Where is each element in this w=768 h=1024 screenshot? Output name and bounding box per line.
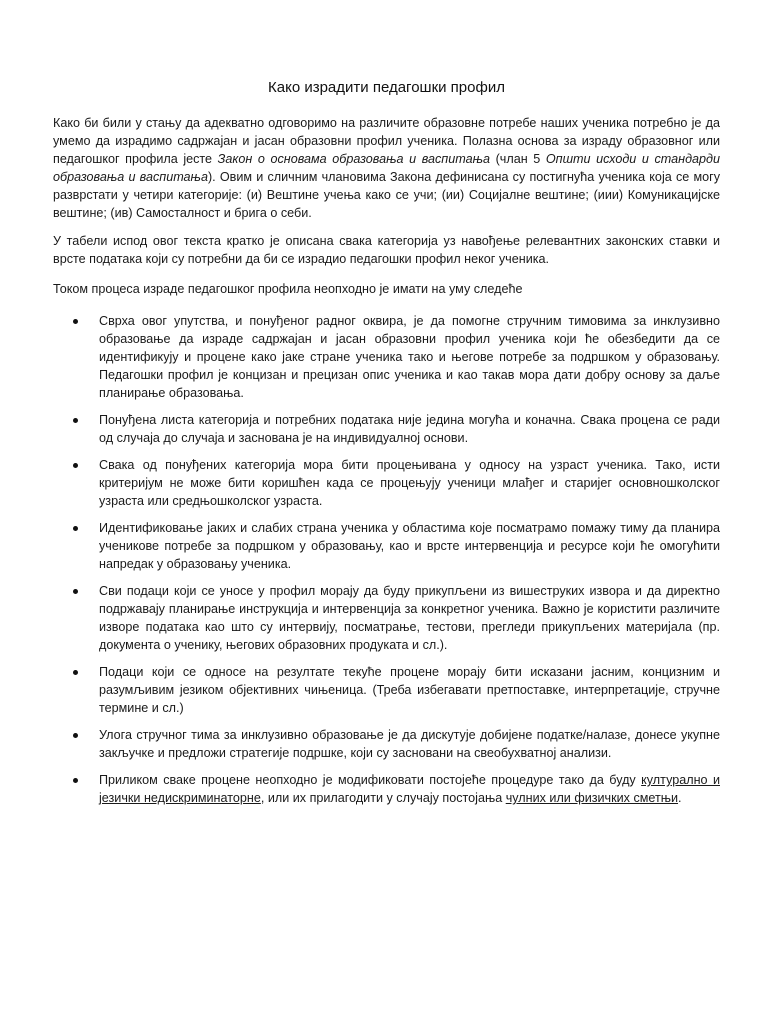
bullet-icon <box>73 526 78 531</box>
goals-title: Општи исходи и стандарди образовања и васпитања <box>53 152 720 184</box>
underlined-phrase: чулних или физичких сметњи <box>505 791 679 805</box>
table-description-paragraph: У табели испод овог текста кратко је описана свака категорија уз навођење релевантних законских ставки и врсте података који су потребни да би се израдио педагошки профил неког ученика. <box>53 234 720 266</box>
list-item <box>53 582 720 654</box>
list-item-text: Идентификовање јаких и слабих страна ученика у областима које посматрамо помажу тиму да планира ученикове потребе за подршком у образовању, као и врсте интервенција и ресурсе који ће омогућити напредак у образовању ученика. <box>99 521 720 571</box>
list-item-text: , или их прилагодити у случају постојања <box>260 791 506 805</box>
paragraph-text: (члан 5 <box>490 152 546 166</box>
list-item-text: Улога стручног тима за инклузивно образовање је да дискутује добијене податке/налазе, донесе укупне закључке и предложи стратегије подршке, који су засновани на свеобухватној анализи. <box>99 728 720 760</box>
list-item-text: Сврха овог упутства, и понуђеног радног оквира, је да помогне стручним тимовима за инклузивно образовање да израде садржајан и јасан образовни профил ученика који ће обезбедити да се идентификују и процене како јаке стране ученика тако и његове потребе за подршком у образовању. Педагошки профил је концизан и прецизан опис ученика и као такав мора дати добру основу за даље планирање образовања. <box>99 314 720 400</box>
bullet-icon <box>73 778 78 783</box>
bullet-icon <box>73 733 78 738</box>
list-item <box>53 726 720 762</box>
bullets-intro: Током процеса израде педагошког профила неопходно је имати на уму следеће <box>53 282 523 296</box>
list-item-text: Приликом сваке процене неопходно је модификовати постојеће процедуре тако да буду <box>99 773 642 787</box>
intro-paragraph <box>53 114 720 222</box>
law-title: Закон о основама образовања и васпитања <box>217 152 491 166</box>
list-item <box>53 519 720 573</box>
bullet-icon <box>73 463 78 468</box>
underlined-phrase: културално и језички недискриминаторне <box>99 773 720 805</box>
list-item-text: Сви подаци који се уносе у профил морају да буду прикупљени из вишеструких извора и да директно подржавају планирање инструкција и интервенција за конкретног ученика. Важно је користити различите изворе података као што су интервију, посматрање, тестови, прегледи прикупљених материјала (пр. документа о ученику, његових образовних продуката и сл.). <box>99 584 720 652</box>
list-item-text: Свака од понуђених категорија мора бити процењивана у односу на узраст ученика. Тако, исти критеријум не може бити коришћен када се процењују ученици млађег и старијег основношколског узраста или средњошколског узраста. <box>99 458 720 508</box>
paragraph-text: Како би били у стању да адекватно одговоримо на различите образовне потребе наших ученика потребно је да умемо да израдимо садржајан и јасан образовни профил ученика. Полазна основа за израду образовног или педагошког профила јесте <box>53 116 720 166</box>
list-item-text: . <box>678 791 682 805</box>
list-item <box>53 456 720 510</box>
list-item <box>53 771 720 807</box>
document-title: Како израдити педагошки профил <box>268 79 505 96</box>
bullet-icon <box>73 670 78 675</box>
list-item-text: Подаци који се односе на резултате текуће процене морају бити исказани јасним, концизним и разумљивим језиком објективних чињеница. (Треба избегавати претпоставке, интерпретације, стручне термине и сл.) <box>99 665 720 715</box>
list-item <box>53 312 720 402</box>
list-item <box>53 411 720 447</box>
bullet-icon <box>73 319 78 324</box>
bullet-list <box>53 312 720 807</box>
bullet-icon <box>73 418 78 423</box>
list-item <box>53 663 720 717</box>
bullet-icon <box>73 589 78 594</box>
document-page <box>53 78 720 816</box>
list-item-text: Понуђена листа категорија и потребних података није једина могућа и коначна. Свака процена се ради од случаја до случаја и заснована је на индивидуалној основи. <box>99 413 720 445</box>
paragraph-text: ). Овим и сличним члановима Закона дефинисана су постигнућа ученика која се могу разврстати у четири категорије: (и) Вештине учења како се учи; (ии) Социјалне вештине; (иии) Комуникацијске вештине; (ив) Самосталност и брига о себи. <box>53 170 720 220</box>
